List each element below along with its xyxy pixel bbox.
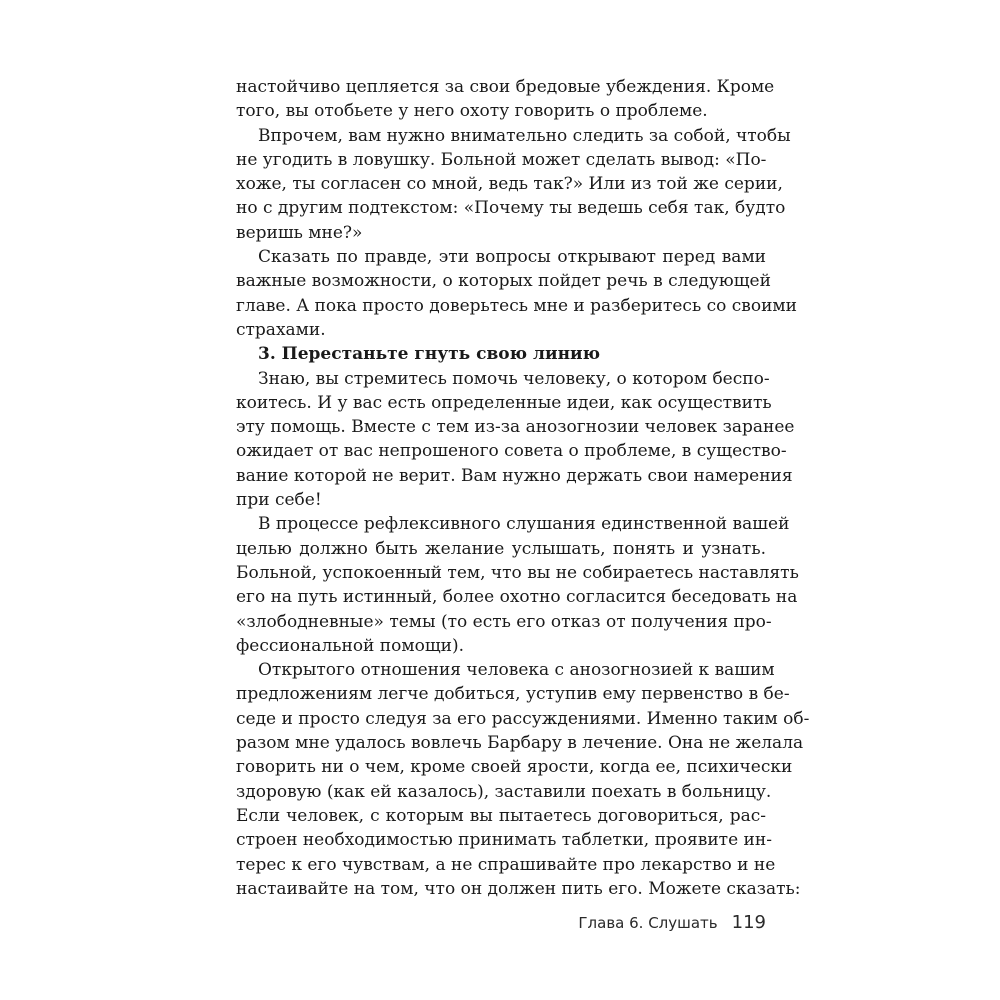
running-footer — [540, 912, 766, 938]
text-line: настойчиво цепляется за свои бредовые убеждения. Кроме — [236, 77, 775, 97]
text-line: страхами. — [236, 319, 326, 340]
text-line: В процессе рефлексивного слушания единственной вашей — [258, 514, 790, 535]
text-line: седе и просто следуя за его рассуждениями. Именно таким об- — [236, 708, 810, 729]
text-line: веришь мне?» — [236, 222, 363, 243]
text-line: предложениям легче добиться, уступив ему первенство в бе- — [236, 684, 790, 705]
text-line: главе. А пока просто доверьтесь мне и разберитесь со своими — [236, 295, 797, 316]
text-line: целью должно быть желание услышать, понять и узнать. — [236, 538, 766, 559]
text-line: говорить ни о чем, кроме своей ярости, когда ее, психически — [236, 757, 793, 778]
text-line: фессиональной помощи). — [236, 635, 464, 656]
text-line: Если человек, с которым вы пытаетесь договориться, рас- — [236, 805, 766, 826]
text-line: вание которой не верит. Вам нужно держать свои намерения — [236, 465, 793, 486]
text-line: его на путь истинный, более охотно согласится беседовать на — [236, 587, 798, 608]
text-line: настаивайте на том, что он должен пить его. Можете сказать: — [236, 878, 801, 899]
text-line: Сказать по правде, эти вопросы открывают перед вами — [258, 247, 766, 268]
text-line: строен необходимостью принимать таблетки, проявите ин- — [236, 830, 772, 851]
page-number: 119 — [731, 912, 766, 933]
text-line: при себе! — [236, 490, 322, 511]
text-line: коитесь. И у вас есть определенные идеи, как осуществить — [236, 392, 772, 413]
text-line: Знаю, вы стремитесь помочь человеку, о котором беспо- — [258, 368, 770, 389]
text-line: хоже, ты согласен со мной, ведь так?» Или из той же серии, — [236, 174, 783, 195]
text-line: не угодить в ловушку. Больной может сделать вывод: «По- — [236, 149, 767, 170]
text-line: важные возможности, о которых пойдет речь в следующей — [236, 271, 771, 292]
text-line: Больной, успокоенный тем, что вы не собираетесь наставлять — [236, 562, 799, 583]
text-line: «злободневные» темы (то есть его отказ от получения про- — [236, 611, 772, 632]
chapter-title: Глава 6. Слушать — [578, 914, 718, 932]
text-line: разом мне удалось вовлечь Барбару в лечение. Она не желала — [236, 733, 804, 754]
text-line: терес к его чувствам, а не спрашивайте про лекарство и не — [236, 854, 776, 875]
section-heading: 3. Перестаньте гнуть свою линию — [258, 344, 601, 365]
text-line: ожидает от вас непрошеного совета о проблеме, в существо- — [236, 441, 787, 462]
text-line: здоровую (как ей казалось), заставили поехать в больницу. — [236, 781, 772, 802]
text-line: Впрочем, вам нужно внимательно следить за собой, чтобы — [258, 125, 791, 146]
text-line: того, вы отобьете у него охоту говорить о проблеме. — [236, 101, 708, 122]
page-body — [236, 75, 810, 901]
text-line: но с другим подтекстом: «Почему ты ведешь себя так, будто — [236, 198, 786, 219]
text-line: Открытого отношения человека с анозогнозией к вашим — [258, 660, 775, 681]
text-line: эту помощь. Вместе с тем из-за анозогнозии человек заранее — [236, 417, 795, 438]
